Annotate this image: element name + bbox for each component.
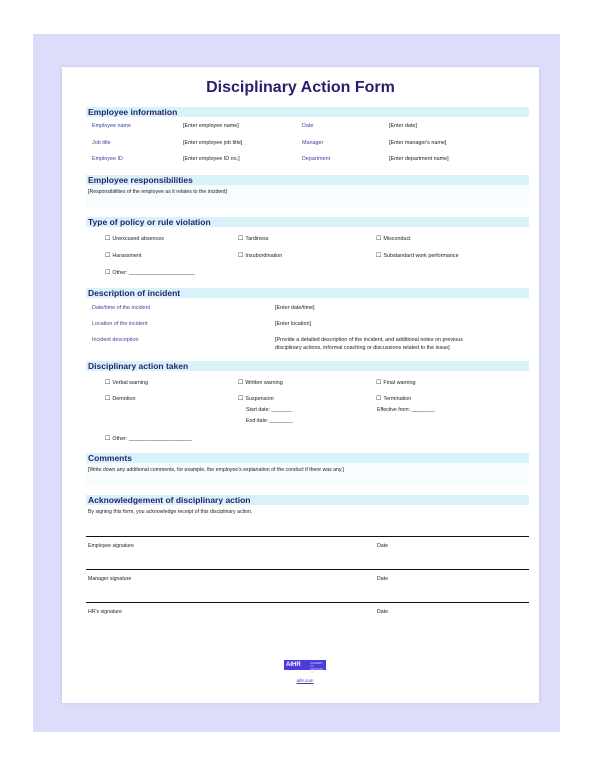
employee-name-label: Employee name — [92, 123, 131, 129]
checkbox-insubordination[interactable] — [238, 252, 282, 259]
checkbox-icon: ☐ — [105, 396, 111, 402]
checkbox-misconduct[interactable] — [376, 235, 411, 242]
job-title-field[interactable]: [Enter employee job title] — [183, 140, 243, 146]
date-label: Date — [302, 123, 314, 129]
manager-label: Manager — [302, 140, 324, 146]
incident-description-line-2[interactable]: disciplinary actions, informal coaching or discussions related to the issue] — [275, 345, 450, 351]
checkbox-label: Other: _____________________ — [112, 436, 192, 442]
form-page — [62, 67, 539, 703]
hr-signature-label: HR's signature — [88, 609, 122, 615]
department-label: Department — [302, 156, 331, 162]
manager-signature-line — [86, 569, 529, 570]
employee-id-field[interactable]: [Enter employee ID no.] — [183, 156, 240, 162]
checkbox-icon: ☐ — [238, 380, 244, 386]
checkbox-written-warning[interactable] — [238, 379, 283, 386]
checkbox-unexcused-absences[interactable] — [105, 235, 164, 242]
section-policy-violation: Type of policy or rule violation — [86, 217, 529, 227]
manager-field[interactable]: [Enter manager's name] — [389, 140, 447, 146]
employee-id-label: Employee ID — [92, 156, 123, 162]
checkbox-harassment[interactable] — [105, 252, 141, 259]
incident-location-field[interactable]: [Enter location] — [275, 321, 311, 327]
checkbox-label: Tardiness — [245, 236, 269, 242]
employee-signature-label: Employee signature — [88, 543, 134, 549]
employee-signature-line — [86, 536, 529, 537]
logo-wordmark: AIHR — [286, 662, 301, 668]
termination-effective-date[interactable]: Effective from: ________ — [377, 407, 435, 413]
section-employee-responsibilities: Employee responsibilities — [86, 175, 529, 185]
checkbox-icon: ☐ — [238, 236, 244, 242]
aihr-link[interactable]: aihr.com — [296, 678, 314, 683]
page-title: Disciplinary Action Form — [206, 79, 395, 96]
checkbox-verbal-warning[interactable] — [105, 379, 148, 386]
checkbox-icon: ☐ — [105, 253, 111, 259]
checkbox-label: Substandard work performance — [383, 253, 459, 259]
employee-name-field[interactable]: [Enter employee name] — [183, 123, 239, 129]
checkbox-icon: ☐ — [105, 236, 111, 242]
checkbox-label: Demotion — [112, 396, 136, 402]
checkbox-label: Other: ______________________ — [112, 270, 195, 276]
section-comments: Comments — [86, 453, 529, 463]
checkbox-icon: ☐ — [376, 396, 382, 402]
checkbox-final-warning[interactable] — [376, 379, 415, 386]
responsibilities-field[interactable]: [Responsibilities of the employee as it relates to the incident] — [88, 189, 227, 195]
incident-description-label: Incident description — [92, 337, 139, 343]
section-description-of-incident: Description of incident — [86, 288, 529, 298]
incident-location-label: Location of the incident — [92, 321, 148, 327]
checkbox-label: Suspension — [245, 396, 274, 402]
checkbox-label: Insubordination — [245, 253, 283, 259]
checkbox-icon: ☐ — [376, 236, 382, 242]
manager-signature-label: Manager signature — [88, 576, 132, 582]
incident-datetime-label: Date/time of the incident — [92, 305, 151, 311]
logo-tagline: ACADEMY TO INNOVATE HR — [310, 662, 323, 674]
checkbox-label: Misconduct — [383, 236, 411, 242]
checkbox-termination[interactable] — [376, 395, 411, 402]
hr-signature-line — [86, 602, 529, 603]
checkbox-icon: ☐ — [238, 396, 244, 402]
checkbox-icon: ☐ — [376, 380, 382, 386]
employee-signature-date-label: Date — [377, 543, 388, 549]
job-title-label: Job title — [92, 140, 111, 146]
checkbox-demotion[interactable] — [105, 395, 135, 402]
checkbox-icon: ☐ — [105, 436, 111, 442]
checkbox-icon: ☐ — [105, 380, 111, 386]
checkbox-label: Final warning — [383, 380, 416, 386]
department-field[interactable]: [Enter department name] — [389, 156, 449, 162]
section-employee-information: Employee information — [86, 107, 529, 117]
checkbox-label: Unexcused absences — [112, 236, 164, 242]
checkbox-label: Termination — [383, 396, 412, 402]
checkbox-icon: ☐ — [376, 253, 382, 259]
suspension-start-date[interactable]: Start date: _______ — [246, 407, 292, 413]
checkbox-label: Written warning — [245, 380, 283, 386]
incident-datetime-field[interactable]: [Enter date/time] — [275, 305, 315, 311]
hr-signature-date-label: Date — [377, 609, 388, 615]
checkbox-action-other[interactable] — [105, 435, 192, 442]
aihr-logo — [284, 660, 326, 674]
acknowledgement-text: By signing this form, you acknowledge receipt of this disciplinary action. — [88, 509, 253, 515]
date-field[interactable]: [Enter date] — [389, 123, 417, 129]
checkbox-suspension[interactable] — [238, 395, 274, 402]
checkbox-tardiness[interactable] — [238, 235, 268, 242]
checkbox-icon: ☐ — [105, 270, 111, 276]
section-acknowledgement: Acknowledgement of disciplinary action — [86, 495, 529, 505]
suspension-end-date[interactable]: End date: ________ — [246, 418, 293, 424]
section-disciplinary-action: Disciplinary action taken — [86, 361, 529, 371]
incident-description-line-1[interactable]: [Provide a detailed description of the incident, and additional notes on previous — [275, 337, 463, 343]
checkbox-substandard-performance[interactable] — [376, 252, 459, 259]
checkbox-label: Harassment — [112, 253, 142, 259]
comments-field[interactable]: [Write down any additional comments, for example, the employee's explanation of the conduct if there was any.] — [88, 467, 344, 473]
checkbox-label: Verbal warning — [112, 380, 149, 386]
checkbox-policy-other[interactable] — [105, 269, 195, 276]
checkbox-icon: ☐ — [238, 253, 244, 259]
manager-signature-date-label: Date — [377, 576, 388, 582]
